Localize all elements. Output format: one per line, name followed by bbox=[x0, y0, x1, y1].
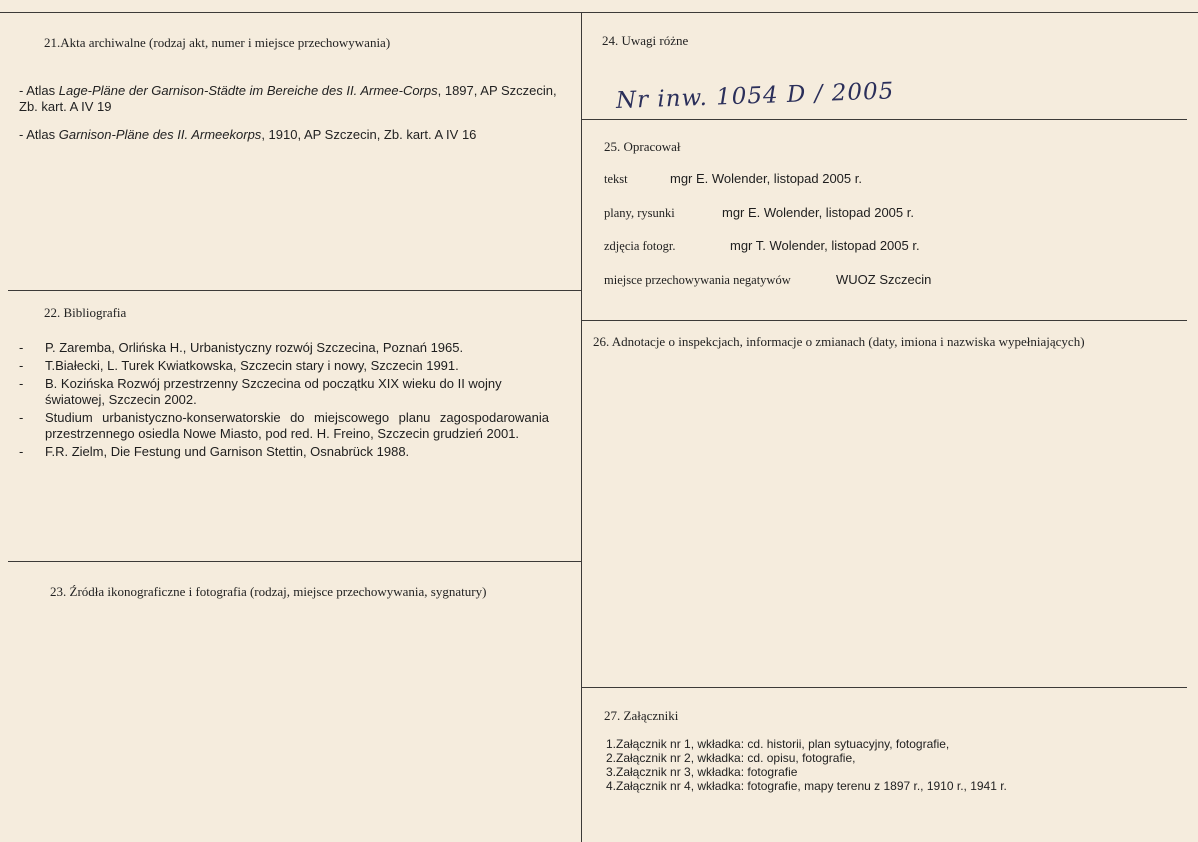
bibliography-entry-5: F.R. Zielm, Die Festung und Garnison Stettin, Osnabrück 1988. bbox=[45, 444, 410, 459]
author-row-photos-value: mgr T. Wolender, listopad 2005 r. bbox=[730, 238, 920, 253]
divider-21-22 bbox=[8, 290, 581, 291]
attachments-list bbox=[606, 737, 1007, 793]
list-item: - F.R. Zielm, Die Festung und Garnison Stettin, Osnabrück 1988. bbox=[19, 444, 410, 459]
list-item: - P. Zaremba, Orlińska H., Urbanistyczny rozwój Szczecina, Poznań 1965. bbox=[19, 340, 464, 355]
author-row-plans-value: mgr E. Wolender, listopad 2005 r. bbox=[722, 205, 914, 220]
author-row-text bbox=[604, 171, 862, 187]
attachment-item-4: 4.Załącznik nr 4, wkładka: fotografie, mapy terenu z 1897 r., 1910 r., 1941 r. bbox=[606, 779, 1007, 793]
list-item: - T.Białecki, L. Turek Kwiatkowska, Szczecin stary i nowy, Szczecin 1991. bbox=[19, 358, 459, 373]
archive-item-2-italic: Garnison-Pläne des II. Armeekorps bbox=[58, 127, 262, 142]
author-row-plans bbox=[604, 205, 914, 221]
archive-item-1-suffix: , 1897, AP Szczecin, Zb. kart. A IV 19 bbox=[19, 83, 557, 114]
archive-item-1 bbox=[19, 83, 574, 115]
bibliography-entry-2: T.Białecki, L. Turek Kwiatkowska, Szczecin stary i nowy, Szczecin 1991. bbox=[45, 358, 459, 373]
section-25-title: 25. Opracował bbox=[604, 139, 681, 154]
attachment-item-1: 1.Załącznik nr 1, wkładka: cd. historii, plan sytuacyjny, fotografie, bbox=[606, 737, 950, 751]
author-row-negatives-value: WUOZ Szczecin bbox=[836, 272, 932, 287]
attachment-item-3: 3.Załącznik nr 3, wkładka: fotografie bbox=[606, 765, 798, 779]
section-22-title: 22. Bibliografia bbox=[44, 305, 127, 320]
top-border bbox=[0, 12, 1198, 13]
attachment-item-2: 2.Załącznik nr 2, wkładka: cd. opisu, fotografie, bbox=[606, 751, 856, 765]
divider-25-26 bbox=[581, 320, 1187, 321]
section-21-title: 21.Akta archiwalne (rodzaj akt, numer i miejsce przechowywania) bbox=[44, 35, 391, 50]
bibliography-entry-1: P. Zaremba, Orlińska H., Urbanistyczny rozwój Szczecina, Poznań 1965. bbox=[45, 340, 464, 355]
list-item: - Studium urbanistyczno-konserwatorskie do miejscowego planu zagospodarowania przestrzennego osiedla Nowe Miasto, pod red. H. Freino, Szczecin grudzień 2001. bbox=[19, 410, 549, 441]
bibliography-entry-4: Studium urbanistyczno-konserwatorskie do miejscowego planu zagospodarowania przestrzennego osiedla Nowe Miasto, pod red. H. Freino, Szczecin grudzień 2001. bbox=[45, 410, 549, 441]
author-row-plans-label: plany, rysunki bbox=[604, 206, 675, 220]
author-row-photos bbox=[604, 238, 920, 254]
archive-item-2-suffix: , 1910, AP Szczecin, Zb. kart. A IV 16 bbox=[261, 127, 477, 142]
author-row-text-value: mgr E. Wolender, listopad 2005 r. bbox=[670, 171, 862, 186]
bibliography-entry-3: B. Kozińska Rozwój przestrzenny Szczecina od początku XIX wieku do II wojny światowej, Szczecin 2002. bbox=[45, 376, 502, 407]
list-item: - B. Kozińska Rozwój przestrzenny Szczecina od początku XIX wieku do II wojny światowej, Szczecin 2002. bbox=[19, 376, 502, 407]
section-26-title: 26. Adnotacje o inspekcjach, informacje o zmianach (daty, imiona i nazwiska wypełniających) bbox=[593, 334, 1085, 349]
author-row-text-label: tekst bbox=[604, 172, 628, 186]
section-23-title: 23. Źródła ikonograficzne i fotografia (rodzaj, miejsce przechowywania, sygnatury) bbox=[50, 584, 487, 599]
divider-26-27 bbox=[581, 687, 1187, 688]
divider-24-25 bbox=[581, 119, 1187, 120]
archive-item-2 bbox=[19, 127, 476, 143]
archive-item-1-italic: Lage-Pläne der Garnison-Städte im Bereiche des II. Armee-Corps bbox=[58, 83, 438, 98]
inventory-number-handwritten: Nr inw. 1054 D / 2005 bbox=[615, 78, 895, 114]
author-row-negatives bbox=[604, 272, 931, 288]
archive-item-1-prefix: - Atlas bbox=[19, 83, 59, 98]
bibliography-list bbox=[19, 340, 549, 460]
column-divider bbox=[581, 12, 582, 842]
divider-22-23 bbox=[8, 561, 581, 562]
section-24-title: 24. Uwagi różne bbox=[602, 33, 689, 48]
author-row-negatives-label: miejsce przechowywania negatywów bbox=[604, 273, 791, 287]
archive-item-2-prefix: - Atlas bbox=[19, 127, 59, 142]
section-27-title: 27. Załączniki bbox=[604, 708, 679, 723]
author-row-photos-label: zdjęcia fotogr. bbox=[604, 239, 676, 253]
